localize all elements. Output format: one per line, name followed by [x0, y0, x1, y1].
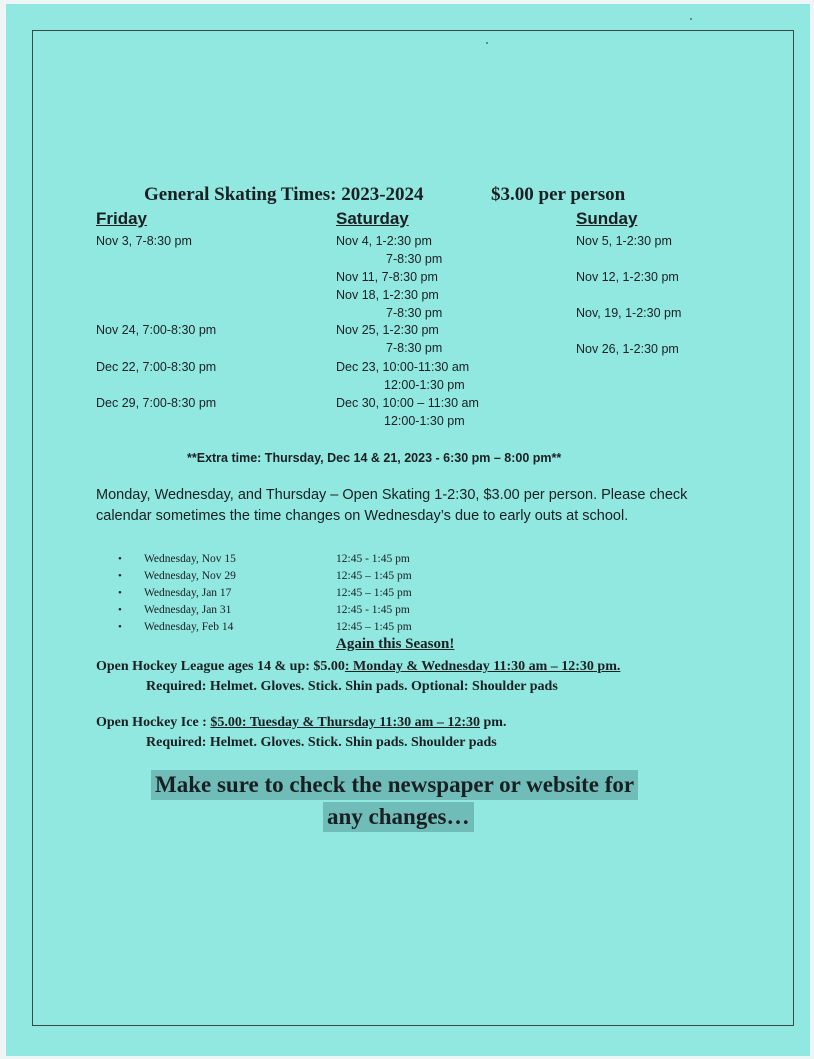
list-item [118, 551, 438, 567]
friday-entry: Dec 29, 7:00-8:30 pm [96, 396, 217, 410]
notice-line-1: Make sure to check the newspaper or website for [151, 770, 638, 800]
flyer-page [6, 4, 810, 1056]
friday-entry: Nov 3, 7-8:30 pm [96, 234, 192, 248]
wednesday-time: 12:45 – 1:45 pm [336, 621, 412, 633]
extra-time-note: **Extra time: Thursday, Dec 14 & 21, 2023 - 6:30 pm – 8:00 pm** [187, 451, 562, 465]
friday-entry: Dec 22, 7:00-8:30 pm [96, 360, 217, 374]
hockey-league-requirements: Required: Helmet. Gloves. Stick. Shin pads. Optional: Shoulder pads [146, 679, 558, 694]
wednesday-time: 12:45 - 1:45 pm [336, 553, 410, 565]
bullet-icon: • [118, 621, 122, 633]
wednesday-date: Wednesday, Feb 14 [144, 621, 234, 633]
wednesday-date: Wednesday, Jan 31 [144, 604, 232, 616]
wednesday-time: 12:45 – 1:45 pm [336, 587, 412, 599]
wednesday-date: Wednesday, Nov 15 [144, 553, 236, 565]
sunday-heading: Sunday [576, 209, 638, 228]
sunday-entry: Nov 12, 1-2:30 pm [576, 270, 679, 284]
scan-speck [486, 42, 488, 44]
saturday-date-time: Nov 4, 1-2:30 pm [336, 234, 432, 248]
wednesday-date: Wednesday, Nov 29 [144, 570, 236, 582]
friday-heading: Friday [96, 209, 148, 228]
wednesday-time: 12:45 – 1:45 pm [336, 570, 412, 582]
saturday-date-time: Nov 11, 7-8:30 pm [336, 270, 438, 284]
saturday-extra-time: 7-8:30 pm [386, 306, 443, 320]
saturday-entry [336, 232, 442, 268]
list-item [118, 619, 438, 635]
price-label: $3.00 per person [491, 184, 626, 205]
hockey-ice-label: Open Hockey Ice : [96, 715, 211, 730]
saturday-entry [336, 286, 442, 322]
saturday-entry [336, 321, 442, 357]
wednesday-time: 12:45 - 1:45 pm [336, 604, 410, 616]
hockey-league-price: Open Hockey League ages 14 & up: $5.00 [96, 659, 345, 674]
again-this-season-heading: Again this Season! [336, 636, 455, 652]
bullet-icon: • [118, 604, 122, 616]
saturday-extra-time: 7-8:30 pm [386, 341, 443, 355]
friday-entry: Nov 24, 7:00-8:30 pm [96, 323, 217, 337]
bullet-icon: • [118, 587, 122, 599]
saturday-date-time: Dec 30, 10:00 – 11:30 am [336, 396, 479, 410]
bullet-icon: • [118, 553, 122, 565]
list-item [118, 602, 438, 618]
saturday-entry [336, 268, 438, 286]
wednesday-list [118, 551, 438, 635]
scan-speck [690, 18, 692, 20]
hockey-league-schedule: : Monday & Wednesday 11:30 am – 12:30 pm. [344, 659, 621, 674]
saturday-extra-time: 12:00-1:30 pm [384, 378, 465, 392]
saturday-extra-time: 12:00-1:30 pm [384, 414, 465, 428]
bullet-icon: • [118, 570, 122, 582]
saturday-heading: Saturday [336, 209, 409, 228]
hockey-ice-schedule: $5.00: Tuesday & Thursday 11:30 am – 12:30 [210, 715, 481, 730]
hockey-ice-requirements: Required: Helmet. Gloves. Stick. Shin pads. Shoulder pads [146, 735, 497, 750]
saturday-entry [336, 358, 469, 394]
hockey-league-line [96, 659, 620, 675]
notice-line-2: any changes… [323, 802, 474, 832]
saturday-extra-time: 7-8:30 pm [386, 252, 443, 266]
wednesday-date: Wednesday, Jan 17 [144, 587, 232, 599]
hockey-ice-suffix: pm. [480, 715, 507, 730]
list-item [118, 585, 438, 601]
sunday-entry: Nov, 19, 1-2:30 pm [576, 306, 682, 320]
hockey-ice-line [96, 715, 506, 731]
list-item [118, 568, 438, 584]
saturday-entry [336, 394, 479, 430]
saturday-date-time: Nov 18, 1-2:30 pm [336, 288, 439, 302]
open-skating-note: Monday, Wednesday, and Thursday – Open Skating 1-2:30, $3.00 per person. Please check calendar sometimes the time changes on Wednesday’s due to early outs at school. [96, 487, 688, 524]
schedule-title: General Skating Times: 2023-2024 [144, 184, 424, 205]
saturday-date-time: Dec 23, 10:00-11:30 am [336, 360, 470, 374]
sunday-entry: Nov 5, 1-2:30 pm [576, 234, 672, 248]
page-border [32, 30, 794, 1026]
sunday-entry: Nov 26, 1-2:30 pm [576, 342, 679, 356]
saturday-date-time: Nov 25, 1-2:30 pm [336, 323, 439, 337]
